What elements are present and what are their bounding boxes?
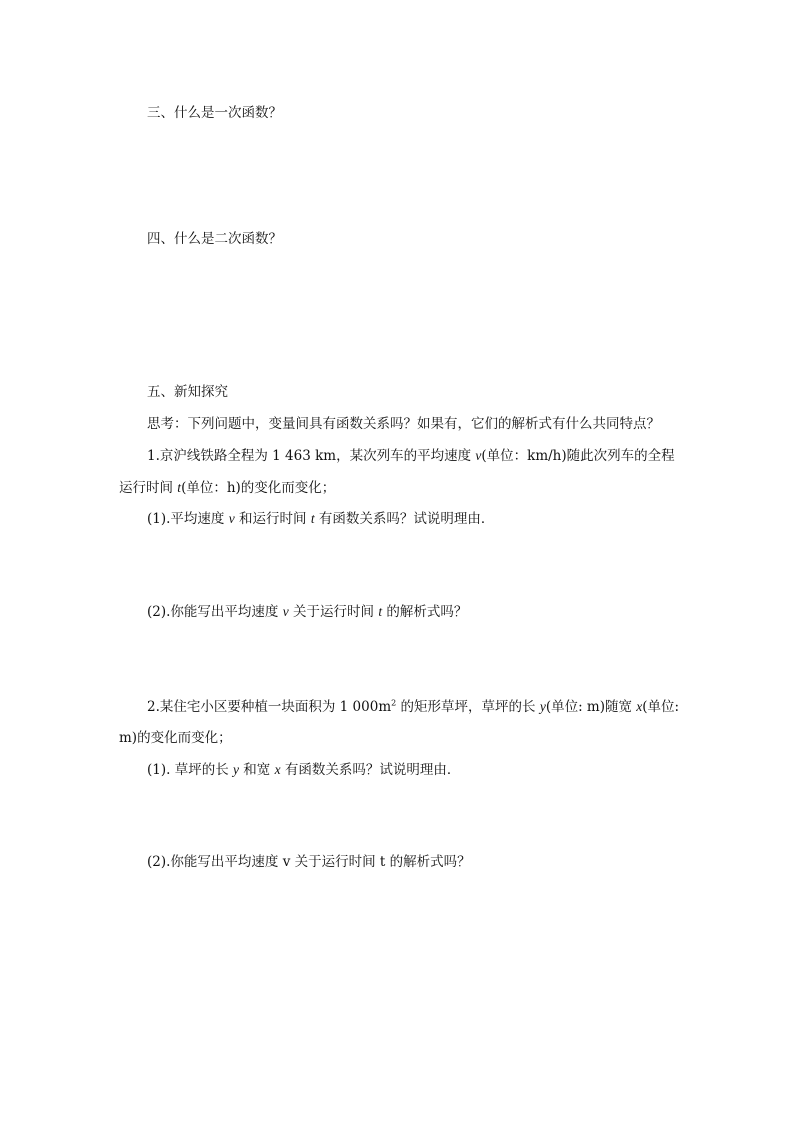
problem2-question2: (2).你能写出平均速度 v 关于运行时间 t 的解析式吗？ [147,854,471,870]
problem1-question1: (1).平均速度 v 和运行时间 t 有函数关系吗？试说明理由． [147,511,495,527]
problem1-line2: 运行时间 t(单位：h)的变化而变化； [119,480,336,496]
think-question: 思考：下列问题中，变量间具有函数关系吗？如果有，它们的解析式有什么共同特点？ [147,416,660,432]
section4-heading: 四、什么是二次函数？ [147,231,282,247]
problem2-line1: 2.某住宅小区要种植一块面积为 1 $000m^2$ 的矩形草坪，草坪的长 y(单位: m)随宽 x(单位: [147,698,680,715]
problem2-line2: m)的变化而变化； [119,730,232,746]
section3-heading: 三、什么是一次函数？ [147,105,282,121]
section5-heading: 五、新知探究 [147,384,228,400]
problem2-question1: (1). 草坪的长 y 和宽 x 有函数关系吗？试说明理由． [147,762,461,778]
problem1-question2: (2).你能写出平均速度 v 关于运行时间 t 的解析式吗？ [147,604,468,620]
problem1-line1: 1.京沪线铁路全程为 1 463 km，某次列车的平均速度 v(单位：km/h)随此次列车的全程 [147,448,675,464]
